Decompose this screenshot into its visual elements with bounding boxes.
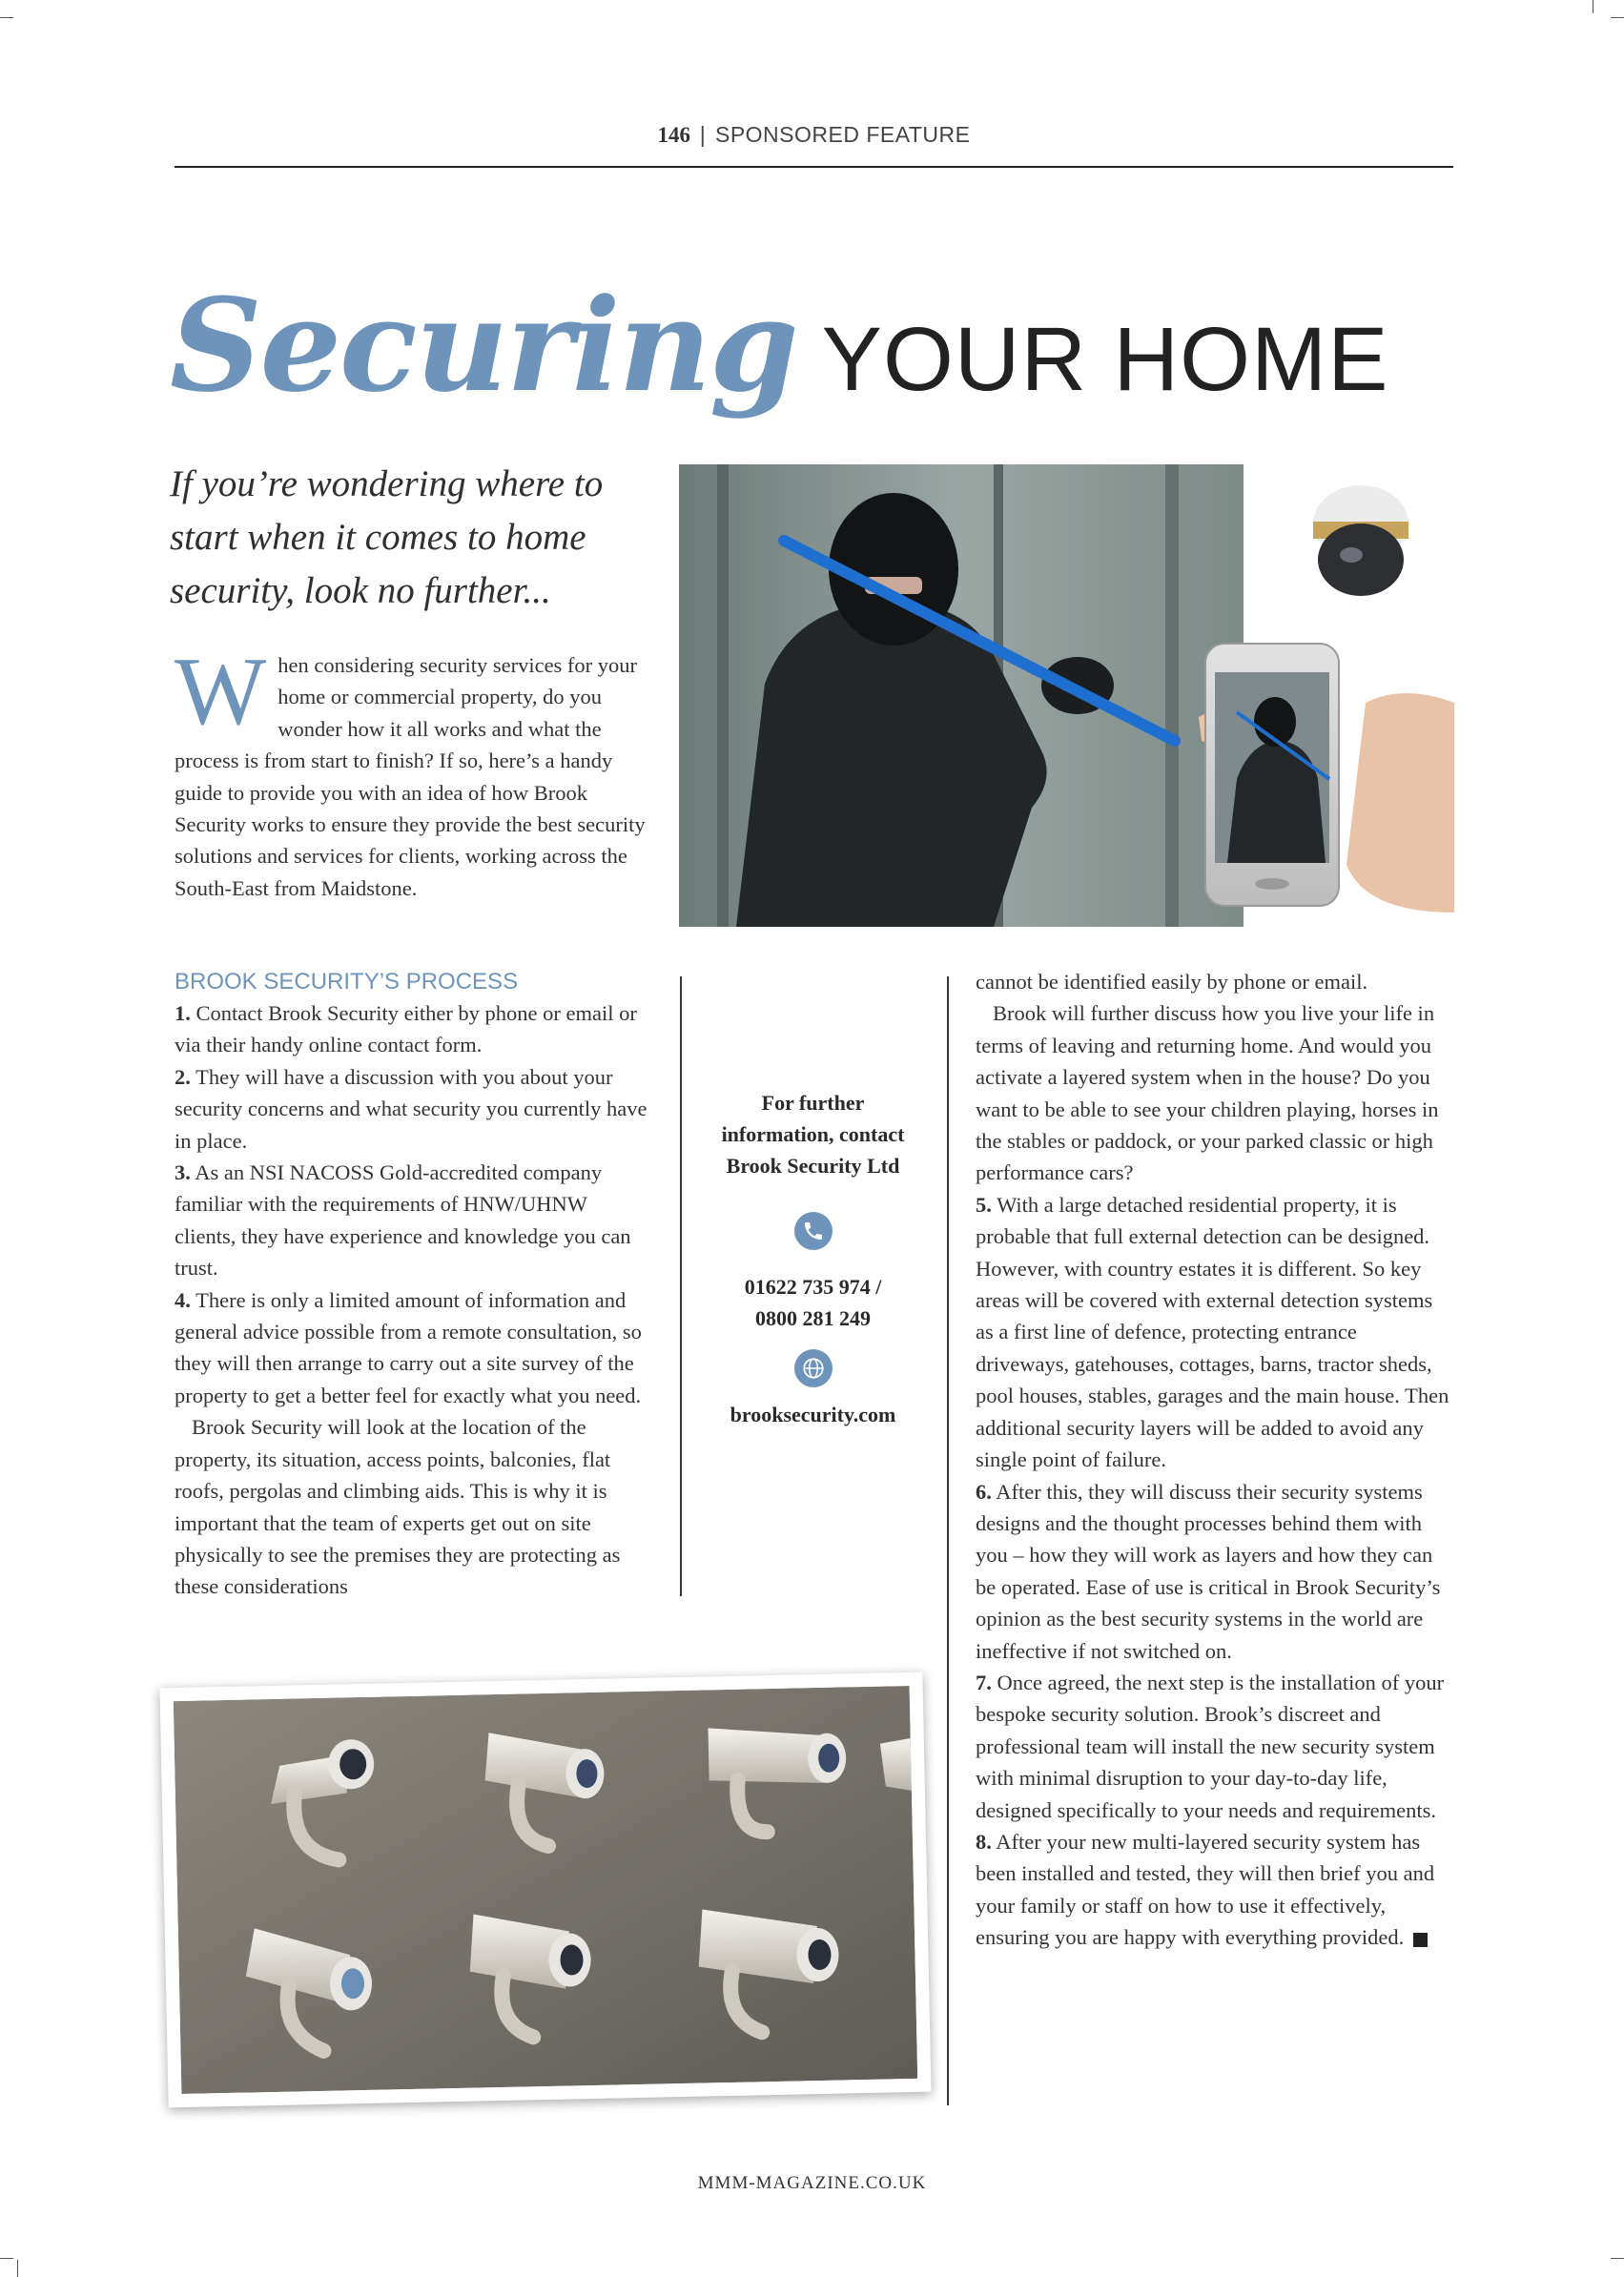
title-caps: YOUR HOME [821, 309, 1389, 410]
title-script: Securing [170, 270, 797, 421]
process-step: 5. With a large detached residential property, it is probable that full external detection can be designed. However, with country estates it is different. So key areas will be covered with external detection systems as a first line of defence, protecting entrance driveways, gatehouses, cottages, barns, tractor sheds, pool houses, stables, garages and the main house. Then additional security layers will be added to avoid any single point of failure. [976, 1192, 1449, 1472]
section-label: SPONSORED FEATURE [714, 122, 971, 147]
end-mark [1413, 1933, 1428, 1947]
process-step: 7. Once agreed, the next step is the installation of your bespoke security solution. Brook’s discreet and professional team will install the new security system with minimal disruption to your day-to-day life, designed specifically to your needs and requirements. [976, 1670, 1445, 1822]
crop-mark [1611, 17, 1624, 18]
cctv-photo [159, 1672, 931, 2108]
burglar-illustration [679, 464, 1454, 927]
drop-cap: W [175, 638, 267, 746]
phone-icon [794, 1212, 833, 1250]
contact-sidebar [701, 1087, 925, 1430]
page-title [170, 270, 1389, 421]
crop-mark [1611, 2258, 1624, 2259]
column-rule-left [680, 976, 682, 1596]
lifestyle-paragraph: Brook will further discuss how you live your life in terms of leaving and returning home. And would you activate a layered system when in the house? Do you want to be able to see your children playing, horses in the stables or paddock, or your parked classic or high performance cars? [976, 1001, 1439, 1185]
process-column-left [175, 966, 648, 1603]
process-step: 8. After your new multi-layered security system has been installed and tested, they will then brief you and your family or staff on how to use it effectively, ensuring you are happy with everything provided. [976, 1829, 1435, 1950]
contact-phone[interactable]: 01622 735 974 / 0800 281 249 [744, 1275, 882, 1330]
contact-website[interactable]: brooksecurity.com [730, 1403, 896, 1426]
survey-paragraph: Brook Security will look at the location of the property, its situation, access points, balconies, flat roofs, pergolas and climbing aids. This is why it is important that the team of experts get out on site physically to see the premises they are protecting as these considerations [175, 1415, 621, 1599]
process-heading: BROOK SECURITY’S PROCESS [175, 969, 519, 995]
page-number: 146 [657, 123, 690, 147]
header-separator: | [699, 122, 707, 147]
process-step: 4. There is only a limited amount of information and general advice possible from a remote consultation, so they will then arrange to carry out a site survey of the property to get a better feel for exactly what you need. [175, 1287, 642, 1407]
column-rule-right [947, 976, 949, 2105]
page-header [175, 122, 1453, 148]
contact-text: For further information, contact Brook Security Ltd [721, 1091, 905, 1178]
intro-standfirst: If you’re wondering where to start when it comes to home security, look no further... [170, 463, 604, 611]
lead-text: hen considering security services for your home or commercial property, do you wonder how it all works and what the process is from start to finish? If so, here’s a handy guide to provide you with an idea of how Brook Security works to ensure they provide the best security solutions and services for clients, working across the South-East from Maidstone. [175, 653, 646, 900]
page-footer: MMM-MAGAZINE.CO.UK [697, 2173, 927, 2193]
process-column-right [976, 966, 1452, 1954]
process-step: 2. They will have a discussion with you about your security concerns and what security you currently have in place. [175, 1064, 648, 1153]
process-step: 6. After this, they will discuss their security systems designs and the thought processes behind them with you – how they will work as layers and how they can be operated. Ease of use is critical in Brook Security’s opinion as the best security systems in the world are ineffective if not switched on. [976, 1479, 1441, 1663]
crop-mark [0, 2258, 13, 2259]
lead-paragraph [175, 638, 648, 904]
header-rule [175, 166, 1453, 168]
hero-image [679, 464, 1454, 927]
continued-paragraph: cannot be identified easily by phone or email. [976, 970, 1368, 994]
globe-icon [794, 1349, 833, 1387]
crop-mark [0, 17, 13, 18]
crop-mark [17, 2260, 18, 2277]
process-step: 1. Contact Brook Security either by phone or email or via their handy online contact form. [175, 1001, 637, 1057]
cctv-cameras-illustration [174, 1686, 917, 2094]
process-step: 3. As an NSI NACOSS Gold-accredited company familiar with the requirements of HNW/UHNW clients, they have experience and knowledge you can trust. [175, 1160, 631, 1281]
